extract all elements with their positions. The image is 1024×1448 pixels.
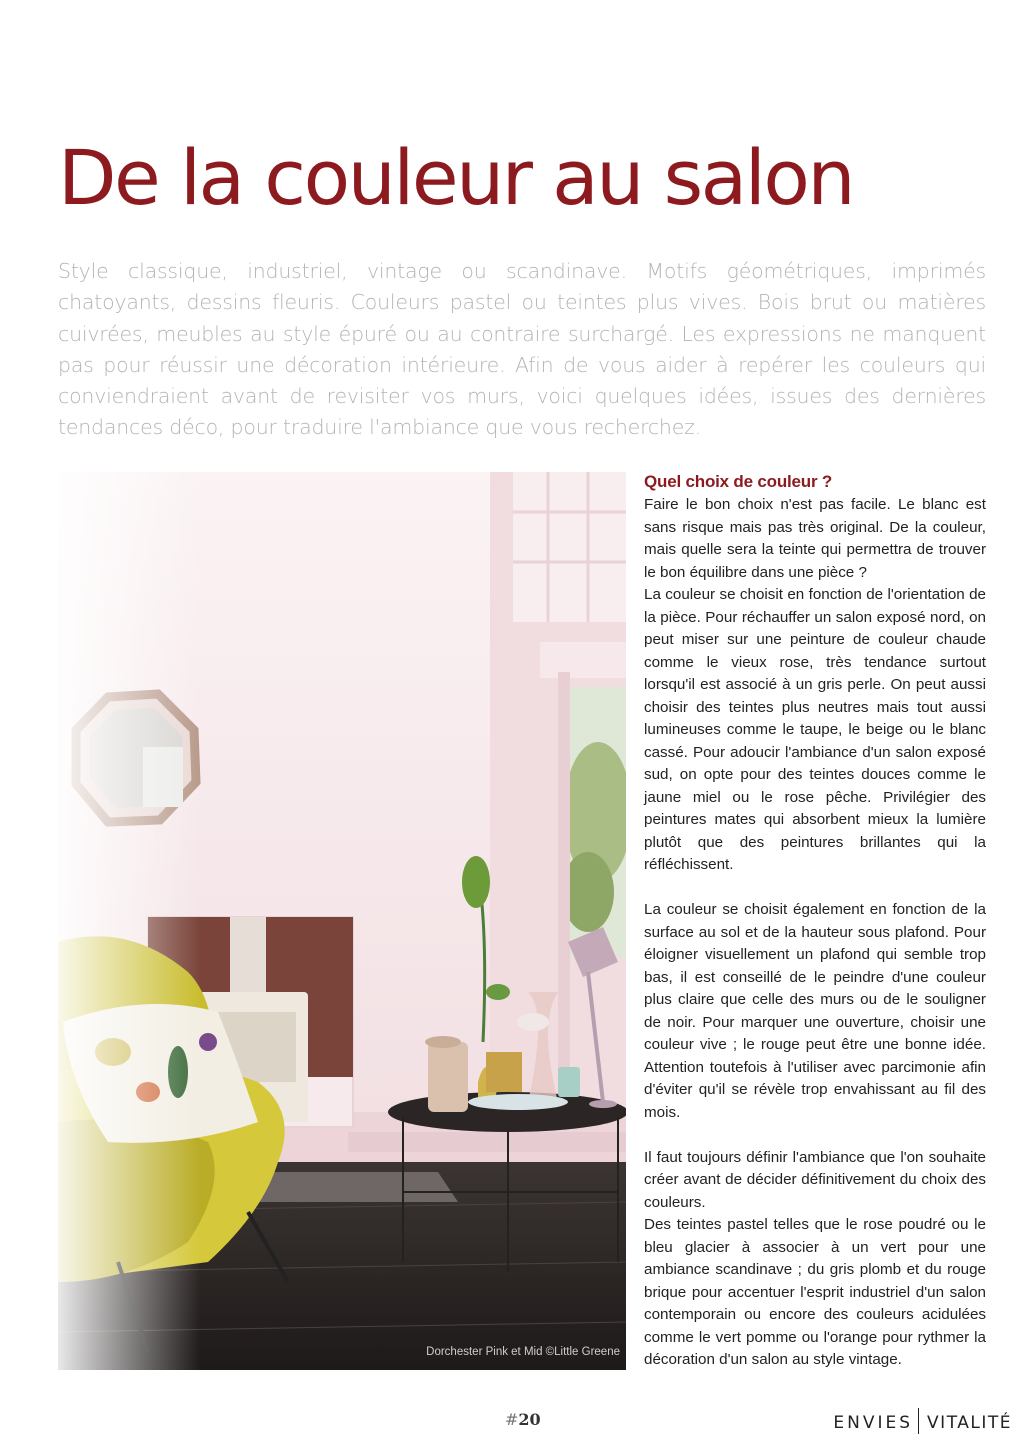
page-number-value: 20 bbox=[518, 1410, 541, 1429]
page-title: De la couleur au salon bbox=[58, 133, 854, 222]
brand-divider bbox=[918, 1408, 919, 1434]
brand-left: ENVIES bbox=[833, 1413, 914, 1433]
magazine-brand bbox=[833, 1408, 1012, 1434]
article-column bbox=[644, 470, 986, 1372]
page-number bbox=[505, 1410, 541, 1429]
page-number-prefix: # bbox=[505, 1410, 519, 1429]
brand-right: VITALITÉ bbox=[927, 1413, 1012, 1433]
intro-paragraph: Style classique, industriel, vintage ou scandinave. Motifs géométriques, imprimés chatoyants, dessins fleuris. Couleurs pastel ou teintes plus vives. Bois brut ou matières cuivrées, meubles au style épuré ou au contraire surchargé. Les expressions ne manquent pas pour réussir une décoration intérieure. Afin de vous aider à repérer les couleurs qui conviendraient avant de revisiter vos murs, voici quelques idées, issues des dernières tendances déco, pour traduire l'ambiance que vous recherchez. bbox=[58, 259, 986, 440]
article-paragraph: La couleur se choisit également en fonction de la surface au sol et de la hauteur sous plafond. Pour éloigner visuellement un plafond qui semble trop bas, il est conseillé de le peindre d'une couleur plus claire que celle des murs ou de le souligner de noir. Pour marquer une ouverture, choisir une couleur vive ; le rouge peut être une bonne idée. Attention toutefois à l'utiliser avec parcimonie afin d'éviter qu'il se révèle trop envahissant au fil des mois. bbox=[644, 901, 986, 1121]
photo-credit: Dorchester Pink et Mid ©Little Greene bbox=[426, 1346, 620, 1358]
article-paragraph: Il faut toujours définir l'ambiance que l'on souhaite créer avant de décider définitivement du choix des couleurs. bbox=[644, 1148, 986, 1211]
photo-illustration bbox=[58, 472, 626, 1370]
article-paragraph: Des teintes pastel telles que le rose poudré ou le bleu glacier à associer à un vert pour une ambiance scandinave ; du gris plomb et du rouge brique pour accentuer l'esprit industriel d'un salon contemporain ou encore des couleurs acidulées comme le vert pomme ou l'orange pour rythmer la décoration d'un salon au style vintage. bbox=[644, 1216, 986, 1368]
article-paragraph: Faire le bon choix n'est pas facile. Le blanc est sans risque mais pas très original. De la couleur, mais quelle sera la teinte qui permettra de trouver le bon équilibre dans une pièce ? bbox=[644, 496, 986, 581]
section-heading: Quel choix de couleur ? bbox=[644, 472, 833, 491]
living-room-photo bbox=[58, 472, 626, 1370]
article-paragraph: La couleur se choisit en fonction de l'orientation de la pièce. Pour réchauffer un salon exposé nord, on peut miser sur une peinture de couleur chaude comme le vieux rose, très tendance surtout lorsqu'il est associé à un gris perle. On peut aussi choisir des teintes plus neutres mais tout aussi lumineuses comme le taupe, le beige ou le blanc cassé. Pour adoucir l'ambiance d'un salon exposé sud, on opte pour des teintes douces comme le jaune miel ou le rose pêche. Privilégier des peintures mates qui absorbent mieux la lumière plutôt que des peintures brillantes qui la réfléchissent. bbox=[644, 586, 986, 873]
